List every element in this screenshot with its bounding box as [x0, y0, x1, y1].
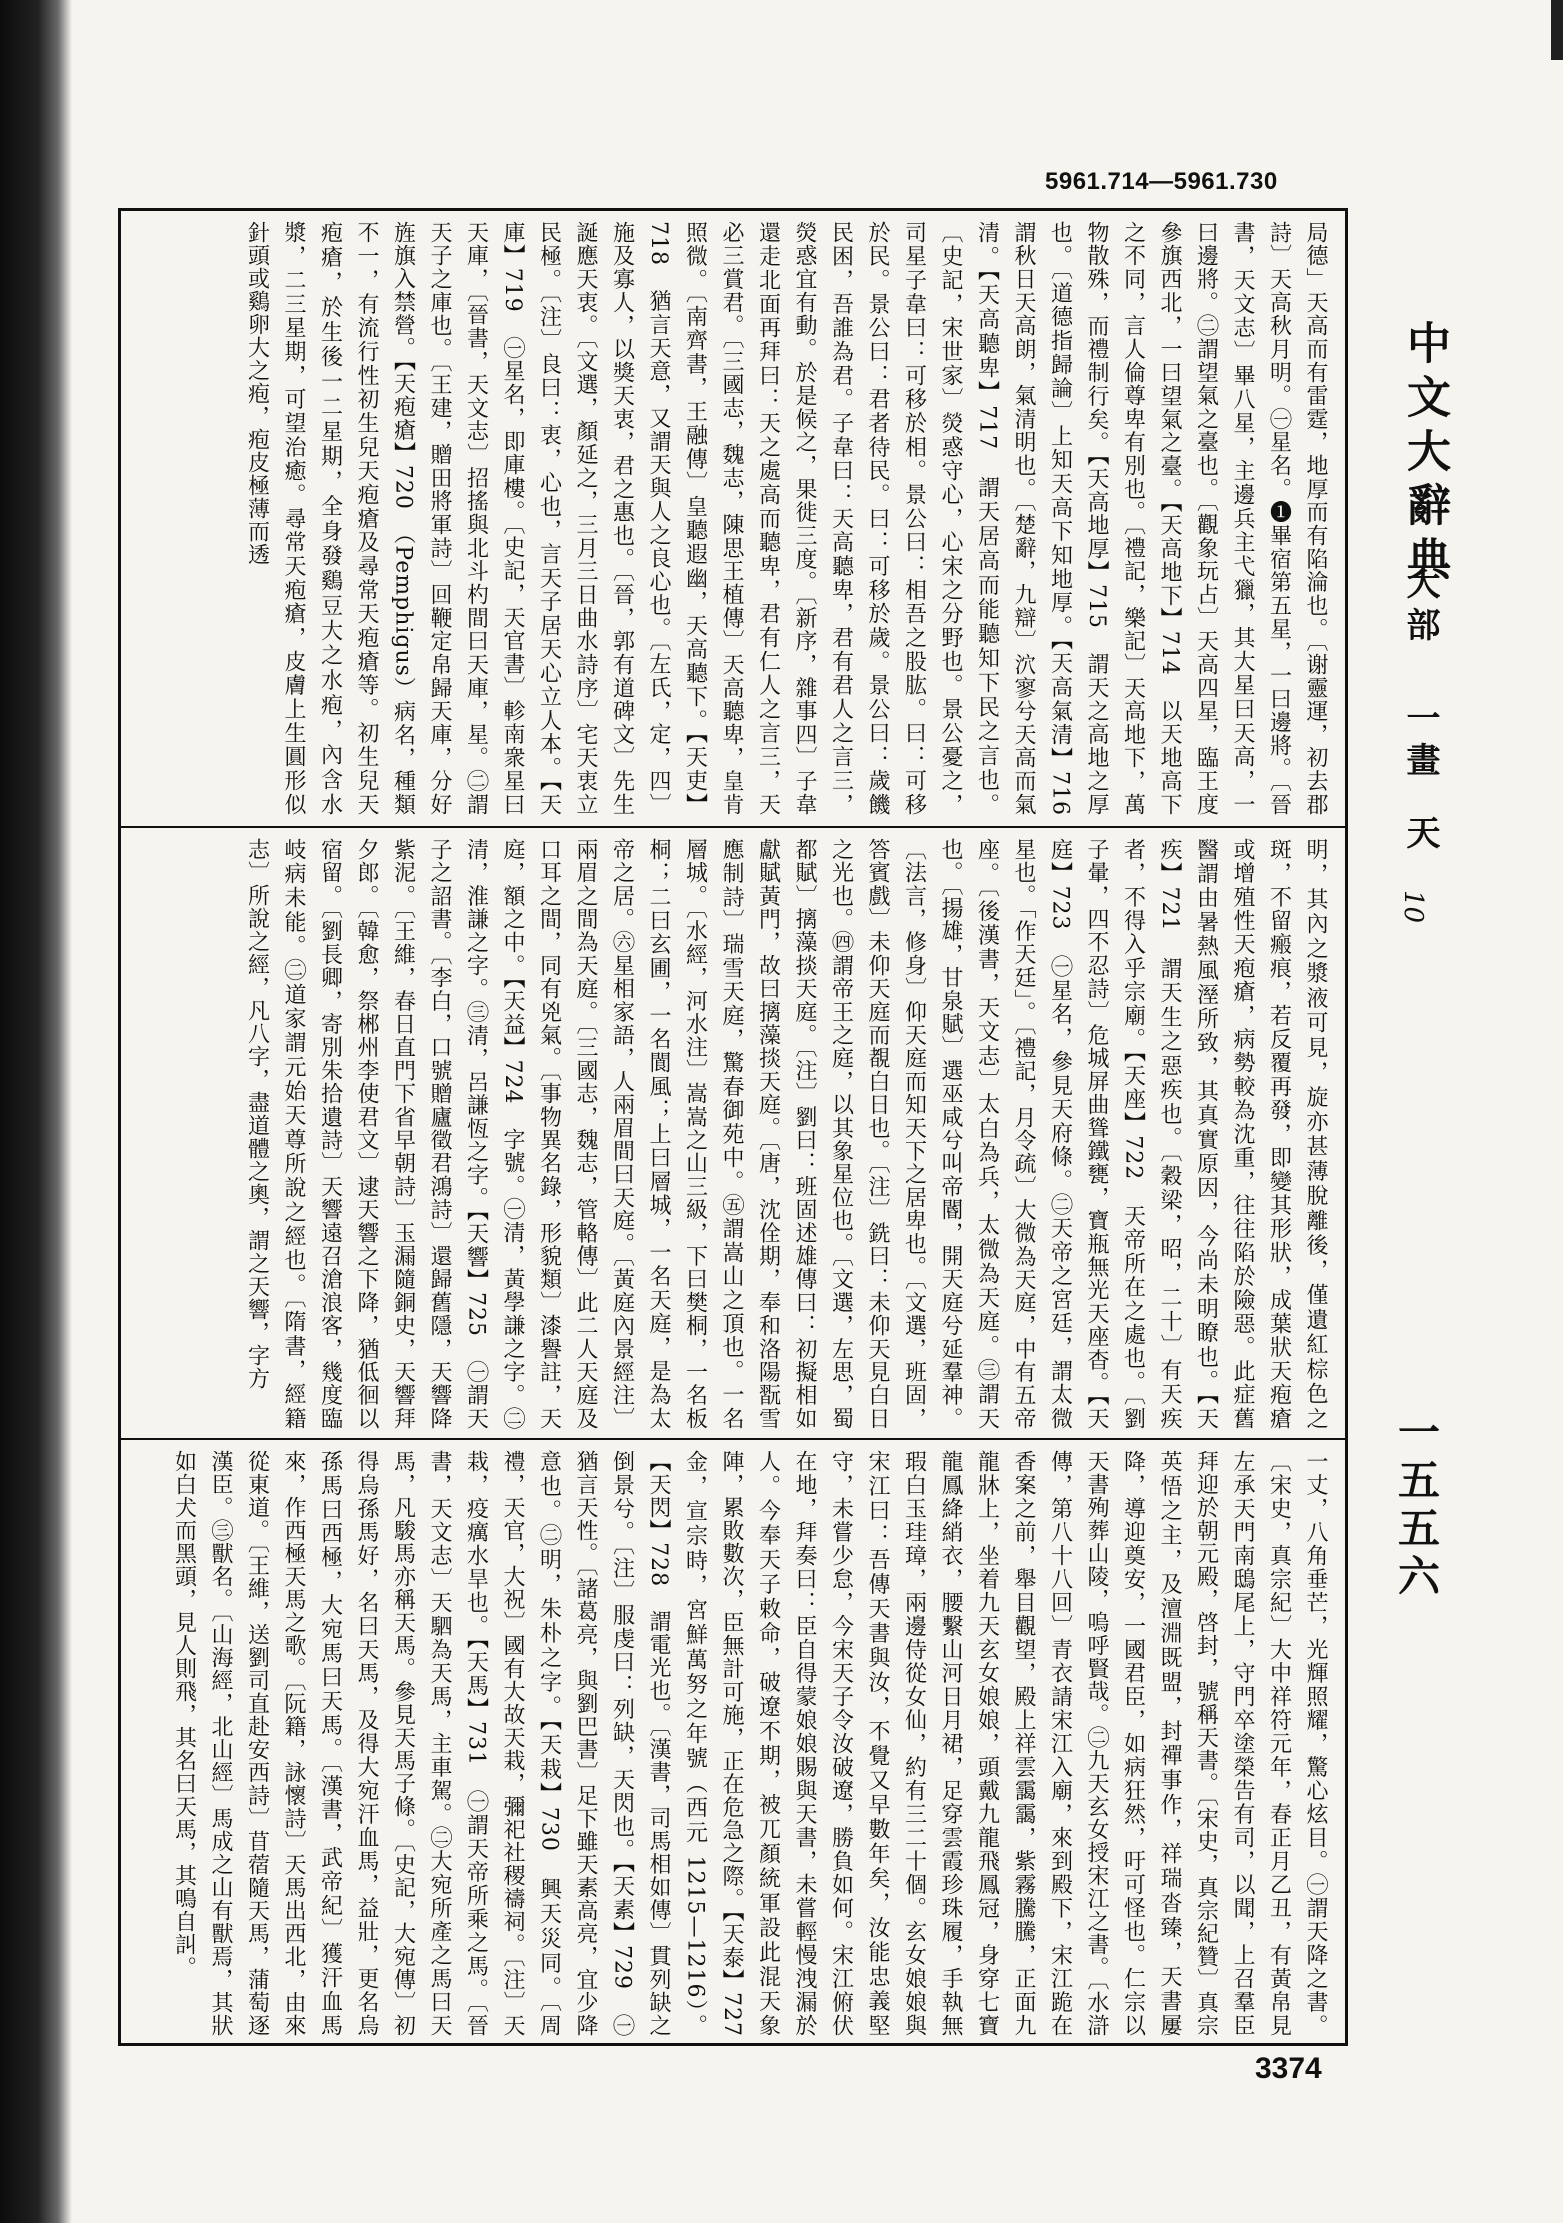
dictionary-page-frame: [118, 208, 1348, 2060]
handwritten-index-mark: 10: [1398, 890, 1428, 924]
stroke-count: 一畫: [1400, 700, 1440, 784]
tier-bottom-text: 一丈，八角垂芒，光輝照耀，驚心炫目。㊀謂天降之書。〔宋史，真宗紀〕大中祥符元年，春正月乙丑，有黃帛見左承天門南鴟尾上，守門卒塗榮告有司，以聞，上召羣臣拜迎於朝元殿，啓封，號稱天書。〔宋史，真宗紀贊〕真宗英悟之主，及澶淵既盟，封禪事作，祥瑞沓臻，天書屢降，導迎奠安，一國君臣，如病狂然，吁可怪也。仁宗以天書殉葬山陵，嗚呼賢哉。㊁九天玄女授宋江之書。〔水滸傳，第八十八回〕青衣請宋江入廟，來到殿下，宋江跪在香案之前，舉目觀望，殿上祥雲靄靄，紫霧騰騰，正面九龍牀上，坐着九天玄女娘娘，頭戴九龍飛鳳冠，身穿七寶龍鳳絳綃衣，腰繫山河日月裙，足穿雲霞珍珠履，手執無瑕白玉珪璋，兩邊侍從女仙，約有三二十個。玄女娘娘與宋江曰：吾傳天書與汝，不覺又早數年矣，汝能忠義堅守，未嘗少怠，今宋天子令汝破遼，勝負如何。宋江俯伏在地，拜奏曰：臣自得蒙娘娘賜與天書，未嘗輕慢洩漏於人。今奉天子敕命，破遼不期，被兀顏統軍設此混天象陣，累敗數次，臣無計可施，正在危急之際。【天泰】727 金，宣宗時，宮鮮萬努之年號（西元 1215—1216）。【天閃】728 謂電光也。〔漢書，司馬相如傳〕貫列缺之倒景兮。〔注〕服虔曰：列缺，天閃也。【天素】729 ㊀猶言天性。〔諸葛亮，與劉巴書〕足下雖天素高亮，宜少降意也。㊁明，朱朴之字。【天栽】730 興天災同。〔周禮，天官，大祝〕國有大故天栽，彌祀社稷禱祠。〔注〕天栽，疫癘水旱也。【天馬】731 ㊀謂天帝所乘之馬。〔晉書，天文志〕天駟為天馬，主車駕。㊁大宛所產之馬曰天馬，凡駿馬亦稱天馬。參見天馬子條。〔史記，大宛傳〕初得烏孫馬好，名曰天馬，及得大宛汗血馬，益壯，更名烏孫馬曰西極，大宛馬曰天馬。〔漢書，武帝紀〕獲汗血馬來，作西極天馬之歌。〔阮籍，詠懷詩〕天馬出西北，由來從東道。〔王維，送劉司直赴安西詩〕苜蓿隨天馬，蒲萄逐漢臣。㊂獸名。〔山海經，北山經〕馬成之山有獸焉，其狀如白犬而黑頭，見人則飛，其名曰天馬，其鳴自訆。: [171, 1450, 1328, 2060]
tier-bottom: [121, 1438, 1345, 2060]
dictionary-title: 中文大辭典: [1399, 320, 1450, 590]
scan-edge-shadow: [0, 0, 72, 2223]
head-character: 天: [1400, 815, 1440, 849]
page-number-chinese: 一五五六: [1392, 1410, 1441, 1602]
tier-middle-text: 明，其內之漿液可見，旋亦甚薄脫離後，僅遺紅棕色之斑，不留瘢痕，若反覆再發，即變其形狀，成葉狀天疱瘡或增殖性天疱瘡，病勢較為沈重，往往陷於險惡。此症舊醫謂由暑熱風溼所致，其真實原因，今尚未明瞭也。【天疾】721 謂天生之惡疾也。〔穀梁，昭，二十〕有天疾者，不得入乎宗廟。【天座】722 天帝所在之處也。〔劉子暈，四不忍詩〕危城屏曲聳鐵甕，寶瓶無光天座杳。【天庭】723 ㊀星名，參見天府條。㊁天帝之宮廷，謂太微星也。「作天廷」。〔禮記，月令疏〕大微為天庭，中有五帝座。〔後漢書，天文志〕太白為兵，太微為天庭。㊂謂天也。〔揚雄，甘泉賦〕選巫咸兮叫帝閽，開天庭兮延羣神。〔法言，修身〕仰天庭而知天下之居卑也。〔文選，班固，答賓戲〕未仰天庭而覩白日也。〔注〕銑曰：未仰天見白日之光也。㊃謂帝王之庭，以其象星位也。〔文選，左思，蜀都賦〕摛藻掞天庭。〔注〕劉曰：班固述雄傳曰：初擬相如獻賦黃門，故曰摛藻掞天庭。〔唐，沈佺期，奉和洛陽翫雪應制詩〕瑞雪天庭，驚春御苑中。㊄謂嵩山之頂也。一名層城。〔水經，河水注〕嵩嵩之山三級，下曰樊桐，一名板桐；二曰玄圃，一名閬風；上曰層城，一名天庭，是為太帝之居。㊅星相家語，人兩眉間曰天庭。〔黃庭內景經注〕兩眉之間為天庭。〔三國志，魏志，管輅傳〕此二人天庭及口耳之間，同有兇氣。〔事物異名錄，形貌類〕漆譽註，天庭，額之中。【天益】724 字號。㊀清，黃學謙之字。㊁清，淮謙之字。㊂清，呂謙恆之字。【天響】725 ㊀謂天子之詔書。〔李白，口號贈廬徵君鴻詩〕還歸舊隱，天響降紫泥。〔王維，春日直門下省早朝詩〕玉漏隨銅史，天響拜夕郎。〔韓愈，祭郴州李使君文〕逮天響之下降，猶低徊以宿留。〔劉長卿，寄別朱拾遺詩〕天響遠召滄浪客，幾度臨岐病未能。㊁道家謂元始天尊所說之經也。〔隋書，經籍志〕所說之經，凡八字，盡道體之奧，謂之天響，字方: [244, 838, 1328, 1430]
scan-corner-mark: [1551, 0, 1563, 60]
tier-top-text: 局德」天高而有雷霆，地厚而有陷淪也。〔谢靈運，初去郡詩〕天高秋月明。㊀星名。❶畢宿第五星，一曰邊將。〔晉書，天文志〕畢八星，主邊兵主弋獵，其大星曰天高，一曰邊將。㊁謂望氣之臺也。〔觀象玩占〕天高四星，臨王度參旗西北，一曰望氣之臺。【天高地下】714 以天地高下之不同，言人倫尊卑有別也。〔禮記，樂記〕天高地下，萬物散殊，而禮制行矣。【天高地厚】715 謂天之高地之厚也。〔道德指歸論〕上知天高下知地厚。【天高氣清】716 謂秋日天高朗，氣清明也。〔楚辭，九辯〕泬寥兮天高而氣清。【天高聽卑】717 謂天居高而能聽知下民之言也。〔史記，宋世家〕熒惑守心，心宋之分野也。景公憂之，司星子韋曰：可移於相。景公曰：相吾之股肱。曰：可移於民。景公曰：君者待民。曰：可移於歲。景公曰：歲饑民困，吾誰為君。子韋曰：天高聽卑，君有君人之言三，熒惑宜有動。於是候之，果徙三度。〔新序，雜事四〕子韋還走北面再拜曰：天之處高而聽卑，君有仁人之言三，天必三賞君。〔三國志，魏志，陳思王植傳〕天高聽卑，皇肯照微。〔南齊書，王融傳〕皇聽遐幽，天高聽下。【天吏】718 猶言天意，又謂天與人之良心也。〔左氏，定，四〕施及寡人，以獎天衷，君之惠也。〔晉，郭有道碑文〕先生誕應天衷。〔文選，顏延之，三月三日曲水詩序〕宅天衷立民極。〔注〕良曰：衷，心也，言天子居天心立人本。【天庫】719 ㊀星名，即庫樓。〔史記，天官書〕軫南衆星曰天庫，〔晉書，天文志〕招搖與北斗杓間曰天庫，星。㊁謂天子之庫也。〔王建，贈田將軍詩〕回鞭定帛歸天庫，分好旌旗入禁營。【天疱瘡】720 （Pemphigus）病名，種類不一，有流行性初生兒天疱瘡及尋常天疱瘡等。初生兒天疱瘡，於生後一二星期，全身發鷄豆大之水疱，內含水漿，二三星期，可望治癒。尋常天疱瘡，皮膚上生圓形似針頭或鷄卵大之疱，疱皮極薄而透: [244, 221, 1328, 839]
running-header: [1356, 300, 1476, 2050]
page-number: 3374: [1255, 2052, 1322, 2085]
tier-top: [121, 211, 1345, 839]
tier-middle: [121, 826, 1345, 1438]
radical-section: 大部: [1400, 565, 1440, 649]
entry-code-range: 5961.714—5961.730: [1045, 168, 1278, 195]
